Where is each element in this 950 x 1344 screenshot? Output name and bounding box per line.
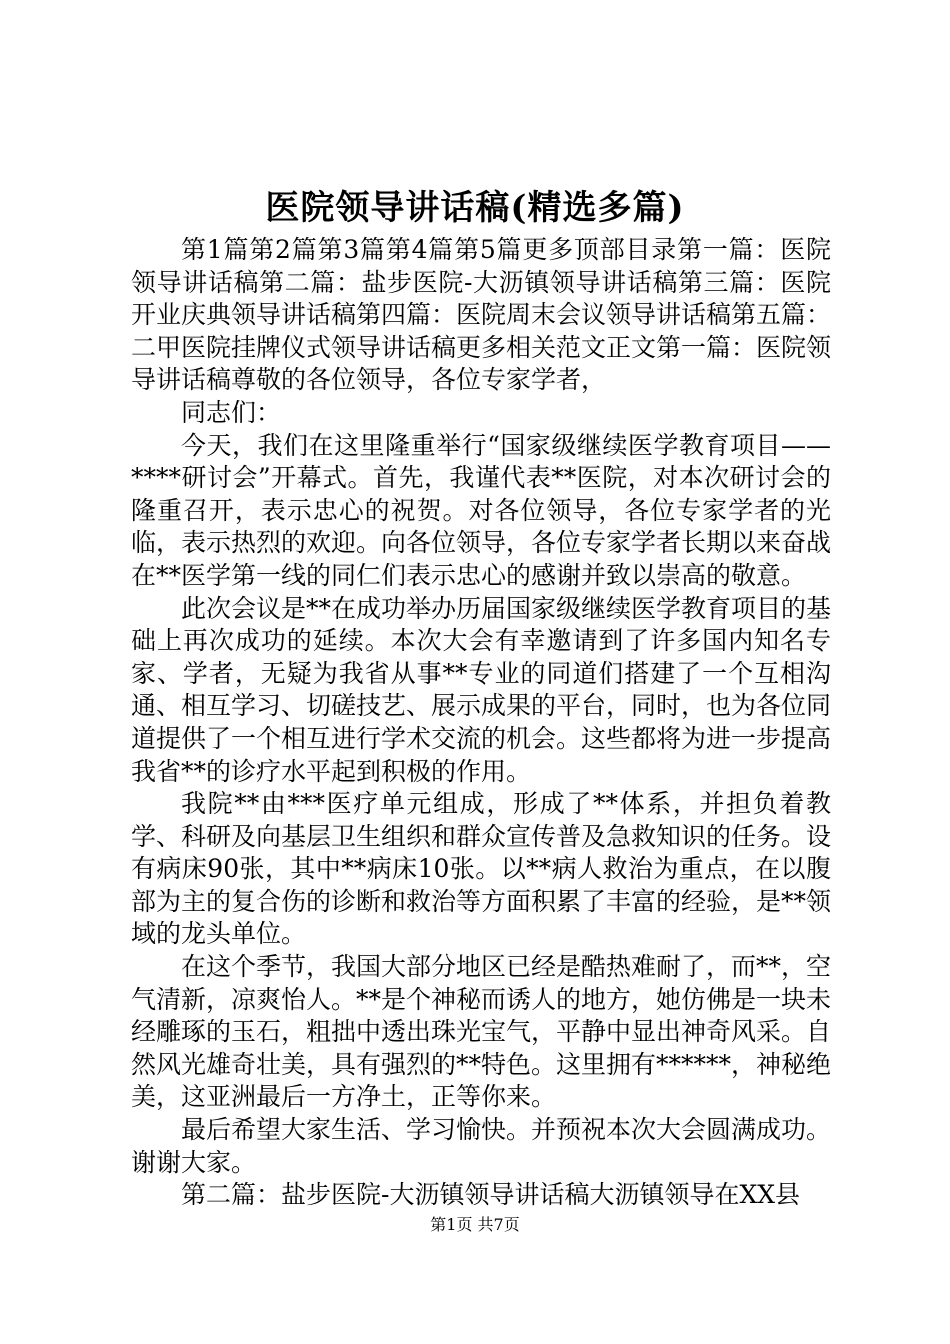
- paragraph-second-article: 第二篇：盐步医院-大沥镇领导讲话稿大沥镇领导在XX县: [181, 1180, 801, 1210]
- paragraph-meeting: 此次会议是**在成功举办历届国家级继续医学教育项目的基础上再次成功的延续。本次大会有幸邀请到了许多国内知名专家、学者，无疑为我省从事**专业的同道们搭建了一个互相沟通、相互学习、切磋技艺、展示成果的平台，同时，也为各位同道提供了一个相互进行学术交流的机会。这些都将为进一步提高我省**的诊疗水平起到积极的作用。: [131, 593, 832, 786]
- document-title: 医院领导讲话稿(精选多篇): [265, 188, 685, 228]
- paragraph-opening: 今天，我们在这里隆重举行“国家级继续医学教育项目——****研讨会”开幕式。首先，我谨代表**医院，对本次研讨会的隆重召开，表示忠心的祝贺。对各位领导，各位专家学者的光临，表示热烈的欢迎。向各位领导，各位专家学者长期以来奋战在**医学第一线的同仁们表示忠心的感谢并致以崇高的敬意。: [131, 430, 832, 590]
- paragraph-closing: 最后希望大家生活、学习愉快。并预祝本次大会圆满成功。谢谢大家。: [131, 1115, 832, 1177]
- document-body: [131, 234, 831, 1212]
- paragraph-season: 在这个季节，我国大部分地区已经是酷热难耐了，而**，空气清新，凉爽怡人。**是个神秘而诱人的地方，她仿佛是一块未经雕琢的玉石，粗拙中透出珠光宝气，平静中显出神奇风采。自然风光雄奇壮美，具有强烈的**特色。这里拥有******，神秘绝美，这亚洲最后一方净土，正等你来。: [131, 952, 832, 1112]
- paragraph-toc: 第1篇第2篇第3篇第4篇第5篇更多顶部目录第一篇：医院领导讲话稿第二篇：盐步医院-大沥镇领导讲话稿第三篇：医院开业庆典领导讲话稿第四篇：医院周末会议领导讲话稿第五篇：二甲医院挂牌仪式领导讲话稿更多相关范文正文第一篇：医院领导讲话稿尊敬的各位领导，各位专家学者，: [131, 235, 832, 395]
- page-indicator: 第1页 共7页: [430, 1215, 520, 1234]
- paragraph-salutation: 同志们：: [181, 397, 282, 427]
- paragraph-hospital: 我院**由***医疗单元组成，形成了**体系，并担负着教学、科研及向基层卫生组织和群众宣传普及急救知识的任务。设有病床90张，其中**病床10张。以**病人救治为重点，在以腹部为主的复合伤的诊断和救治等方面积累了丰富的经验，是**领域的龙头单位。: [131, 789, 832, 949]
